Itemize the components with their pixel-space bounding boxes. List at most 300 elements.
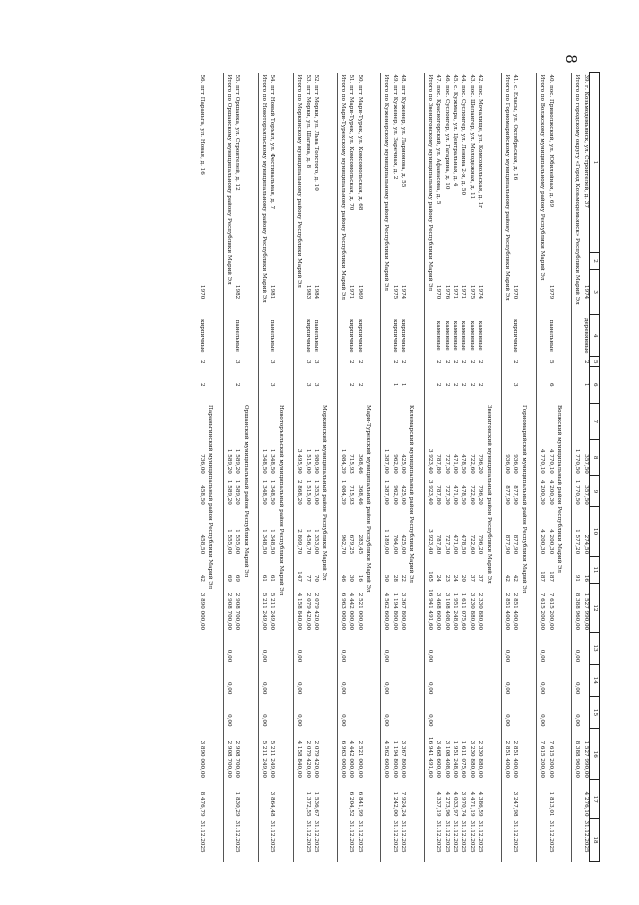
cell-col-3: 1974 — [582, 284, 589, 300]
cell-col-14 — [442, 664, 450, 696]
cell-col-17 — [381, 780, 390, 819]
cell-col-8: 368,46 — [356, 454, 363, 474]
cell-col-13 — [581, 632, 590, 664]
table-row — [354, 73, 362, 862]
cell-col-11: 165 — [424, 556, 433, 584]
cell-col-14: 0,00 — [572, 664, 581, 696]
cell-col-8: 3 923,40 — [424, 439, 433, 475]
subtotal-label: Итого по городскому округу «Город Козьмодемьянск» Республики Марий Эл — [572, 73, 581, 367]
address-cell: 45. с. Кужмара, ул. Центральная, д. 4 — [452, 74, 459, 187]
cell-col-2 — [545, 252, 553, 269]
subtotal-row — [501, 73, 510, 862]
cell-col-13 — [467, 632, 475, 664]
region-heading: Новоторъяльский муниципальный район Республики Марий Эл — [277, 405, 284, 596]
cell-col-6: 1 — [582, 383, 589, 387]
cell-col-11: 30 — [348, 574, 355, 582]
cell-col-7 — [258, 403, 267, 439]
cell-col-9: 1 589,20 — [234, 479, 241, 505]
cell-col-5: 2 — [582, 360, 589, 364]
cell-col-8: 1 515,00 — [304, 448, 311, 474]
cell-col-15 — [232, 696, 240, 728]
cell-col-9: 3 923,40 — [424, 476, 433, 507]
cell-col-15: 0,00 — [381, 696, 390, 728]
cell-col-10: 1 555,00 — [234, 529, 241, 555]
cell-col-17: 1 830,29 — [234, 791, 241, 817]
row-spacer — [415, 73, 425, 862]
column-number-9: 9 — [590, 476, 600, 507]
column-number-13: 13 — [590, 632, 600, 664]
address-cell: 44. пос. Суслонгер, ул. Ленина 2-я, д. 50 — [460, 74, 467, 196]
cell-col-18: 31.12.2025 — [547, 820, 554, 853]
cell-col-17: 6 204,52 — [348, 791, 355, 817]
cell-col-4: кирпичные — [400, 319, 407, 353]
column-number-18: 18 — [590, 819, 600, 862]
cell-col-12: 5 211 249,00 — [269, 592, 276, 631]
cell-col-12: 2 908 700,00 — [234, 592, 241, 631]
cell-col-3: 1981 — [269, 284, 276, 300]
cell-col-10: 796,20 — [477, 534, 484, 555]
cell-col-17: 4 471,19 — [468, 791, 475, 817]
cell-col-16: 3 468 600,00 — [435, 740, 442, 778]
column-number-12: 12 — [590, 584, 600, 632]
cell-col-16: 1 951 248,00 — [452, 740, 459, 778]
subtotal-label: Итого по Новоторъяльскому муниципальному району Республики Марий Эл — [258, 73, 267, 367]
cell-col-10: 1 353,00 — [312, 529, 319, 555]
cell-col-10: 283,45 — [356, 534, 363, 555]
cell-col-2 — [197, 252, 205, 269]
cell-col-10: 1 456,70 — [304, 529, 311, 555]
cell-col-17: 8 476,79 — [199, 791, 206, 817]
cell-col-9: 962,00 — [391, 485, 398, 505]
cell-col-7 — [294, 403, 303, 439]
row-spacer — [249, 73, 259, 862]
region-heading-row — [406, 73, 414, 862]
cell-col-2 — [354, 252, 362, 269]
cell-col-13 — [545, 632, 553, 664]
cell-col-11: 91 — [572, 556, 581, 584]
column-number-15: 15 — [590, 696, 600, 728]
cell-col-15 — [545, 696, 553, 728]
cell-col-3: 1975 — [391, 284, 398, 300]
table-row — [390, 73, 398, 862]
cell-col-10: 1 555,00 — [223, 507, 232, 556]
cell-col-11: 42 — [199, 574, 206, 582]
cell-col-13: 0,00 — [294, 632, 303, 664]
cell-col-18: 31.12.2025 — [512, 820, 519, 853]
address-cell: 48. пгт Куженер, ул. Ларионова, д. 55 — [400, 74, 407, 188]
cell-col-14: 0,00 — [424, 664, 433, 696]
cell-col-7 — [223, 403, 232, 439]
cell-col-7 — [311, 403, 319, 439]
cell-col-10: 2 809,70 — [294, 507, 303, 556]
cell-col-11: 42 — [501, 556, 510, 584]
cell-col-13 — [458, 632, 466, 664]
cell-col-6: 2 — [348, 383, 355, 387]
cell-col-8: 357,50 — [582, 454, 589, 474]
cell-col-14 — [346, 664, 354, 696]
cell-col-17: 7 924,24 — [400, 791, 407, 817]
cell-col-12: 5 211 249,00 — [258, 584, 267, 632]
subtotal-label: Итого по Мари-Турекскому муниципальному району Республики Марий Эл — [337, 73, 346, 367]
cell-col-15 — [390, 696, 398, 728]
cell-col-9: 1 515,00 — [304, 479, 311, 505]
cell-col-18: 31.12.2025 — [468, 820, 475, 853]
cell-col-14 — [545, 664, 553, 696]
cell-col-16: 4 442 000,00 — [348, 740, 355, 778]
cell-col-3: 1969 — [356, 284, 363, 300]
cell-col-17: 4 337,19 — [435, 791, 442, 817]
cell-col-6 — [537, 367, 546, 403]
region-indent — [483, 73, 491, 404]
cell-col-12: 3 468 600,00 — [435, 592, 442, 631]
cell-col-11: 16 — [582, 574, 589, 582]
cell-col-15 — [302, 696, 310, 728]
region-heading-row — [319, 73, 327, 862]
cell-col-2 — [475, 252, 483, 269]
cell-col-13: 0,00 — [223, 632, 232, 664]
cell-col-4: каменные — [460, 320, 467, 351]
cell-col-17: 6 841,99 — [356, 791, 363, 817]
column-number-header — [590, 73, 600, 862]
cell-col-2 — [390, 252, 398, 269]
cell-col-10: 722,60 — [468, 534, 475, 555]
cell-col-5: 2 — [452, 360, 459, 364]
cell-col-15 — [442, 696, 450, 728]
column-number-16: 16 — [590, 729, 600, 780]
column-number-6: 6 — [590, 367, 600, 403]
cell-col-13: 0,00 — [337, 632, 346, 664]
cell-col-14 — [450, 664, 458, 696]
cell-col-8: 3 495,90 — [294, 439, 303, 475]
cell-col-12: 16 941 491,60 — [424, 584, 433, 632]
cell-col-18 — [223, 819, 232, 862]
cell-col-3: 1982 — [234, 284, 241, 300]
cell-col-6 — [424, 367, 433, 403]
cell-col-9: 471,00 — [452, 485, 459, 505]
cell-col-10: 1 348,50 — [258, 507, 267, 556]
spacer-cell — [562, 73, 572, 862]
cell-col-14 — [458, 664, 466, 696]
cell-col-5: 3 — [312, 360, 319, 364]
cell-col-3: 1975 — [468, 284, 475, 300]
address-cell: 43. пос. Шелангер, ул. Молодежная, д. 11 — [468, 74, 475, 200]
row-spacer — [562, 73, 572, 862]
cell-col-2 — [267, 252, 275, 269]
cell-col-9: 787,80 — [435, 485, 442, 505]
cell-col-5: 5 — [547, 360, 554, 364]
cell-col-15 — [197, 696, 205, 728]
cell-col-17 — [537, 780, 546, 819]
cell-col-7 — [501, 403, 510, 439]
column-number-4: 4 — [590, 315, 600, 357]
address-cell: 39. г. Козьмодемьянск, ул. Строителей, д. 37 — [582, 74, 589, 208]
cell-col-14: 0,00 — [537, 664, 546, 696]
cell-col-11: 24 — [435, 574, 442, 582]
cell-col-5: 2 — [468, 360, 475, 364]
cell-col-4: кирпичные — [304, 319, 311, 353]
cell-col-16: 4 158 840,00 — [294, 729, 303, 780]
cell-col-10: 727,30 — [443, 534, 450, 555]
cell-col-16: 7 615 200,00 — [537, 729, 546, 780]
cell-col-10: 962,70 — [337, 507, 346, 556]
cell-col-4: панельные — [234, 319, 241, 352]
cell-col-3: 1983 — [304, 284, 311, 300]
subtotal-row — [258, 73, 267, 862]
cell-col-15: 0,00 — [337, 696, 346, 728]
cell-col-9: 1 353,00 — [312, 479, 319, 505]
cell-col-10: 1 189,00 — [381, 507, 390, 556]
cell-col-9: 727,30 — [443, 485, 450, 505]
cell-col-10: 478,50 — [460, 534, 467, 555]
region-indent — [319, 73, 327, 404]
cell-col-13: 0,00 — [258, 632, 267, 664]
cell-col-12: 2 908 700,00 — [223, 584, 232, 632]
cell-col-18: 31.12.2025 — [234, 820, 241, 853]
spacer-cell — [328, 73, 338, 862]
cell-col-7 — [424, 403, 433, 439]
cell-col-8: 4 770,10 — [537, 439, 546, 475]
spacer-cell — [371, 73, 381, 862]
cell-col-9: 715,93 — [348, 485, 355, 505]
cell-col-15 — [311, 696, 319, 728]
address-cell: 56. пгт Параньга, ул. Новая, д. 16 — [199, 74, 206, 175]
cell-col-7 — [398, 403, 406, 439]
cell-col-14 — [475, 664, 483, 696]
cell-col-7 — [581, 403, 590, 439]
cell-col-15: 0,00 — [424, 696, 433, 728]
address-cell: 49. пгт Куженер, ул. Заречная, д. 2 — [391, 74, 398, 180]
table-body — [197, 73, 590, 862]
cell-col-16: 3 890 000,00 — [199, 740, 206, 778]
cell-col-6: 2 — [443, 383, 450, 387]
cell-col-14 — [232, 664, 240, 696]
cell-col-11: 24 — [452, 574, 459, 582]
cell-col-12: 1 194 800,00 — [391, 592, 398, 631]
address-cell: 40. пос. Приволжский, ул. Юбилейная, д. 69 — [547, 74, 554, 208]
cell-col-16: 1 194 800,00 — [391, 740, 398, 778]
table-row — [302, 73, 310, 862]
region-heading: Звениговский муниципальный район Республики Марий Эл — [485, 405, 492, 584]
cell-col-17: 4 273,96 — [443, 791, 450, 817]
cell-col-7 — [390, 403, 398, 439]
cell-col-7 — [572, 403, 581, 439]
cell-col-17 — [294, 780, 303, 819]
cell-col-9: 877,90 — [501, 476, 510, 507]
address-cell: 47. пос. Красногорский, ул. Афанасова, д. 5 — [435, 74, 442, 205]
cell-col-4: панельные — [312, 319, 319, 352]
region-heading-row — [205, 73, 213, 862]
cell-col-8: 1 589,20 — [234, 448, 241, 474]
cell-col-18: 31.12.2025 — [443, 820, 450, 853]
cell-col-11: 69 — [223, 556, 232, 584]
cell-col-15: 0,00 — [294, 696, 303, 728]
cell-col-9: 4 200,30 — [537, 476, 546, 507]
cell-col-13 — [450, 632, 458, 664]
cell-col-12: 1 951 248,00 — [452, 592, 459, 631]
cell-col-11: 23 — [443, 574, 450, 582]
cell-col-2 — [458, 252, 466, 269]
cell-col-13: 0,00 — [501, 632, 510, 664]
table-row — [458, 73, 466, 862]
column-number-2: 2 — [590, 252, 600, 269]
cell-col-7 — [458, 403, 466, 439]
address-cell: 51. пгт Мари-Турек, ул. Комсомольская, д. 70 — [348, 74, 355, 211]
cell-col-5: 3 — [234, 360, 241, 364]
cell-col-8: 1 084,39 — [337, 439, 346, 475]
cell-col-8: 936,00 — [501, 439, 510, 475]
cell-col-12: 2 079 420,00 — [304, 592, 311, 631]
cell-col-18 — [337, 819, 346, 862]
cell-col-11: 50 — [381, 556, 390, 584]
cell-col-18: 31.12.2025 — [269, 820, 276, 853]
cell-col-6: 2 — [435, 383, 442, 387]
cell-col-9: 877,90 — [512, 485, 519, 505]
cell-col-18: 31.12.2025 — [460, 820, 467, 853]
cell-col-8: 425,00 — [400, 454, 407, 474]
cell-col-8: 796,20 — [477, 454, 484, 474]
cell-col-17: 1 242,00 — [391, 791, 398, 817]
cell-col-7 — [267, 403, 275, 439]
cell-col-2 — [450, 252, 458, 269]
cell-col-10: 425,00 — [400, 534, 407, 555]
region-heading: Килемарский муниципальный район Республики Марий Эл — [408, 405, 415, 583]
cell-col-9: 2 868,20 — [294, 476, 303, 507]
cell-col-16: 2 079 420,00 — [312, 740, 319, 778]
table-row — [581, 73, 590, 862]
cell-col-13 — [398, 632, 406, 664]
cell-col-15: 0,00 — [537, 696, 546, 728]
cell-col-14 — [467, 664, 475, 696]
cell-col-7 — [545, 403, 553, 439]
cell-col-13: 0,00 — [424, 632, 433, 664]
region-heading: Мари-Турекский муниципальный район Республики Марий Эл — [364, 405, 371, 593]
cell-col-5: 2 — [512, 360, 519, 364]
subtotal-label: Итого по Горномарийскому муниципальному району Республики Марий Эл — [501, 73, 510, 367]
cell-col-12: 2 851 400,00 — [512, 592, 519, 631]
cell-col-8: 478,50 — [460, 454, 467, 474]
column-number-7: 7 — [590, 403, 600, 439]
cell-col-6 — [501, 367, 510, 403]
cell-col-2 — [510, 252, 518, 269]
cell-col-13 — [442, 632, 450, 664]
cell-col-14: 0,00 — [258, 664, 267, 696]
cell-col-12: 7 615 200,00 — [547, 592, 554, 631]
region-heading: Оршанский муниципальный район Республики Марий Эл — [242, 405, 249, 578]
spacer-cell — [249, 73, 259, 862]
cell-col-13: 0,00 — [537, 632, 546, 664]
address-cell: 55. пгт Оршанка, ул. Строителей, д. 12 — [234, 74, 241, 191]
subtotal-row — [381, 73, 390, 862]
cell-col-18: 31.12.2025 — [199, 820, 206, 853]
cell-col-14: 0,00 — [381, 664, 390, 696]
cell-col-8: 1 348,50 — [258, 439, 267, 475]
cell-col-15 — [475, 696, 483, 728]
cell-col-10: 787,80 — [435, 534, 442, 555]
cell-col-9: 722,60 — [468, 485, 475, 505]
cell-col-17 — [501, 780, 510, 819]
cell-col-16: 3 108 408,00 — [443, 740, 450, 778]
cell-col-16: 4 562 600,00 — [381, 729, 390, 780]
cell-col-7 — [354, 403, 362, 439]
row-spacer — [527, 73, 537, 862]
spacer-cell — [214, 73, 224, 862]
row-spacer — [492, 73, 502, 862]
cell-col-8: 471,00 — [452, 454, 459, 474]
cell-col-3: 1984 — [312, 284, 319, 300]
cell-col-17: 4 386,59 — [477, 791, 484, 817]
cell-col-14 — [433, 664, 441, 696]
cell-col-11: 46 — [337, 556, 346, 584]
table-row — [232, 73, 240, 862]
cell-col-16: 5 211 249,00 — [269, 740, 276, 778]
cell-col-7 — [442, 403, 450, 439]
cell-col-10: 764,00 — [391, 534, 398, 555]
cell-col-7 — [475, 403, 483, 439]
subtotal-label: Итого по Звениговскому муниципальному району Республики Марий Эл — [424, 73, 433, 367]
cell-col-6: 2 — [199, 383, 206, 387]
cell-col-6: 2 — [468, 383, 475, 387]
table-row — [346, 73, 354, 862]
cell-col-15 — [346, 696, 354, 728]
cell-col-4: панельные — [269, 319, 276, 352]
address-cell: 50. пгт Мари-Турек, ул. Комсомольская, д. 68 — [356, 74, 363, 211]
cell-col-15 — [581, 696, 590, 728]
cell-col-9: 4 200,30 — [547, 479, 554, 505]
cell-col-8: 727,30 — [443, 454, 450, 474]
region-heading: Моркинский муниципальный район Республики Марий Эл — [321, 405, 328, 581]
cell-col-8: 1 387,00 — [381, 439, 390, 475]
cell-col-9: 1 387,00 — [381, 476, 390, 507]
cell-col-13 — [475, 632, 483, 664]
cell-col-16: 2 908 700,00 — [223, 729, 232, 780]
region-indent — [406, 73, 414, 404]
cell-col-6: 3 — [312, 383, 319, 387]
housing-repair-table — [197, 72, 600, 862]
subtotal-row — [572, 73, 581, 862]
cell-col-7 — [433, 403, 441, 439]
cell-col-17: 3 247,98 — [512, 791, 519, 817]
address-cell: 42. пос. Мочалище, ул. Комсомольская, д. 1г — [477, 74, 484, 209]
table-row — [311, 73, 319, 862]
cell-col-14 — [510, 664, 518, 696]
cell-col-16: 3 367 800,00 — [400, 740, 407, 778]
cell-col-17 — [258, 780, 267, 819]
cell-col-16: 7 615 200,00 — [547, 740, 554, 778]
column-number-5: 5 — [590, 357, 600, 367]
cell-col-6 — [381, 367, 390, 403]
cell-col-7 — [537, 403, 546, 439]
cell-col-7 — [467, 403, 475, 439]
cell-col-8: 1 980,90 — [312, 448, 319, 474]
cell-col-12: 2 521 000,00 — [356, 592, 363, 631]
cell-col-15: 0,00 — [258, 696, 267, 728]
cell-col-3: 1971 — [460, 284, 467, 300]
cell-col-18 — [537, 819, 546, 862]
address-cell: 53. пгт Морки, ул. Шагина, д. 8 — [304, 74, 311, 169]
cell-col-8: 787,80 — [435, 454, 442, 474]
region-indent — [276, 73, 284, 404]
cell-col-14: 0,00 — [223, 664, 232, 696]
region-heading-row — [519, 73, 527, 862]
cell-col-3: 1971 — [348, 284, 355, 300]
cell-col-5: 2 — [356, 360, 363, 364]
cell-col-9: 368,46 — [356, 485, 363, 505]
region-heading-row — [241, 73, 249, 862]
cell-col-6 — [572, 367, 581, 403]
cell-col-18: 31.12.2025 — [304, 820, 311, 853]
cell-col-8: 1 589,20 — [223, 439, 232, 475]
cell-col-11: 61 — [269, 574, 276, 582]
